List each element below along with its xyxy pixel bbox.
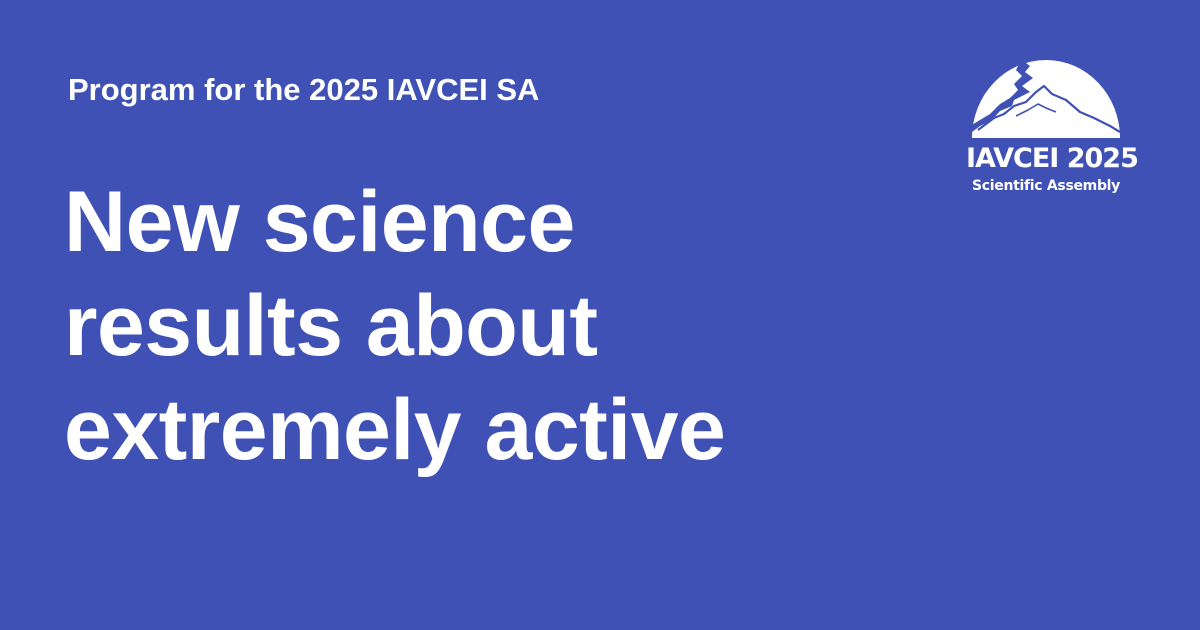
headline-line-3: extremely active bbox=[64, 382, 726, 478]
program-eyebrow: Program for the 2025 IAVCEI SA bbox=[68, 72, 540, 107]
headline-line-1: New science bbox=[64, 174, 575, 270]
headline bbox=[64, 170, 824, 482]
volcano-mountain-icon bbox=[970, 56, 1122, 140]
headline-line-2: results about bbox=[64, 278, 598, 374]
logo-subtitle: Scientific Assembly bbox=[971, 178, 1121, 194]
iavcei-logo bbox=[966, 56, 1138, 206]
logo-title: IAVCEI 2025 bbox=[966, 143, 1138, 174]
